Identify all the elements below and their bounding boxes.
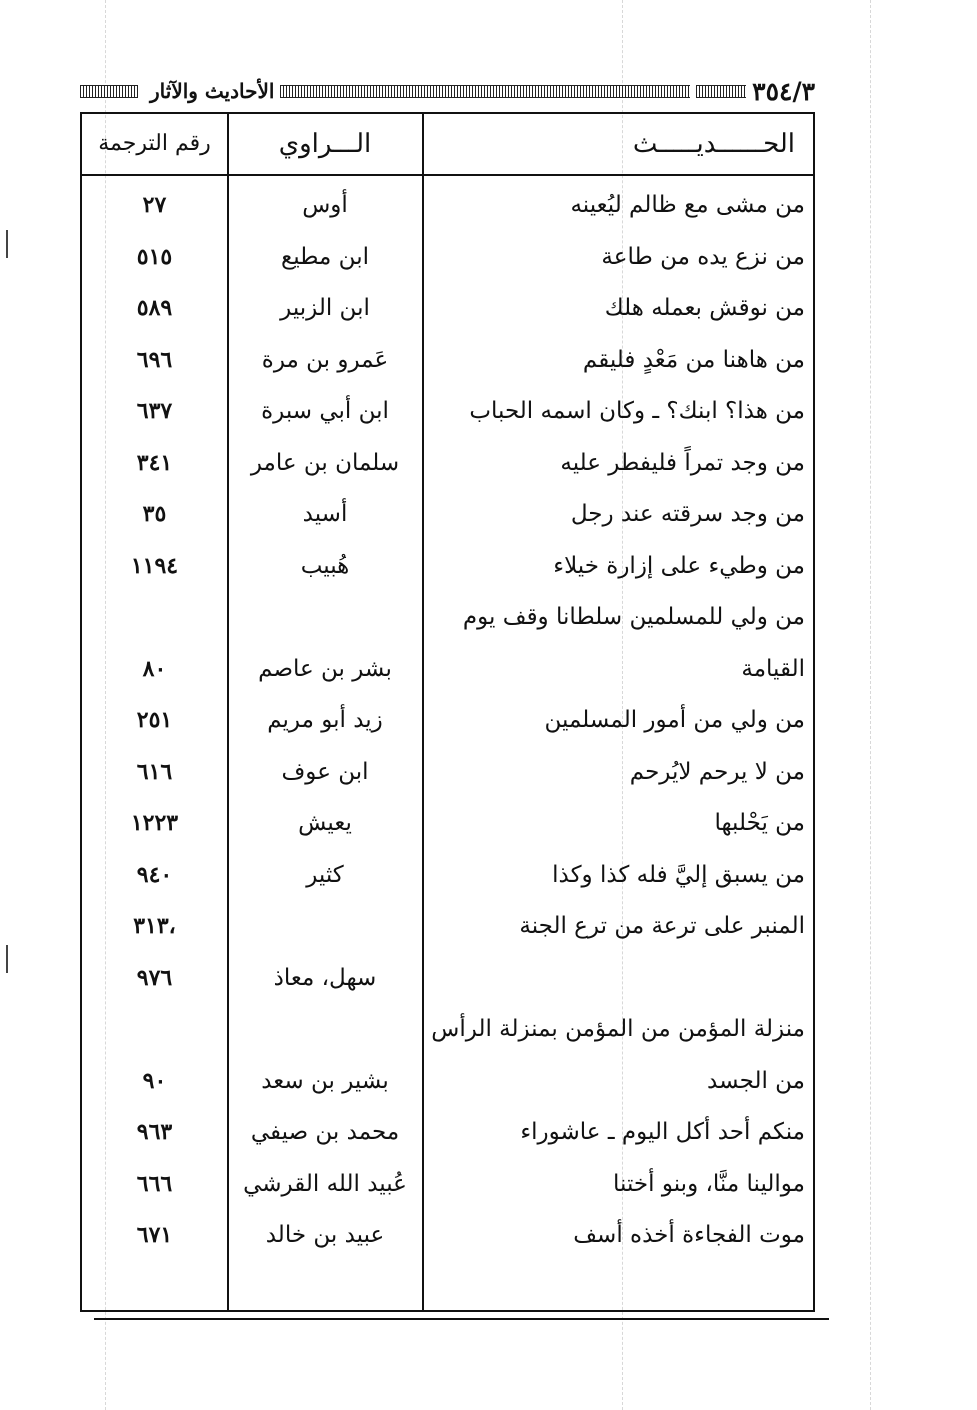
- entry-number: ٥٨٩: [136, 295, 173, 321]
- narrator-name: [228, 1004, 422, 1056]
- narrator-name: زيد أبو مريم: [267, 707, 383, 733]
- table-row: [82, 953, 813, 1005]
- footer-rule: [94, 1318, 829, 1320]
- hadith-text: من يسبق إليَّ فله كذا وكذا: [552, 861, 805, 888]
- entry-number: ٦٧١: [136, 1222, 173, 1248]
- column-header-narrator: الـــراوي: [278, 129, 372, 159]
- hadith-text: من يَحْلبها: [714, 810, 805, 836]
- table-row: [82, 850, 813, 902]
- narrator-name: يعيش: [298, 810, 352, 836]
- table-row: [82, 232, 813, 284]
- scan-fold-line: [870, 0, 871, 1410]
- narrator-name: عَمرو بن مرة: [261, 346, 389, 373]
- narrator-name: ابن أبي سبرة: [261, 398, 389, 424]
- table-body: [82, 180, 813, 1262]
- table-row: [82, 386, 813, 438]
- hadith-text: من وجد تمراً فليفطر عليه: [560, 449, 805, 476]
- hadith-text: من هذا؟ ابنك؟ ـ وكان اسمه الحباب: [469, 398, 805, 424]
- narrator-name: ابن الزبير: [280, 295, 370, 321]
- table-row: [82, 798, 813, 850]
- header-hatch-ornament: [280, 85, 690, 98]
- page-number: ٣٥٤/٣: [752, 76, 815, 106]
- entry-number: ٣٤١: [136, 449, 173, 476]
- hadith-text: [425, 953, 805, 1005]
- entry-number: ٦٦٦: [136, 1170, 173, 1197]
- hadith-text: منزلة المؤمن من المؤمن بمنزلة الرأس: [431, 1016, 805, 1042]
- hadith-text: من لا يرحم لايُرحم: [629, 758, 805, 785]
- table-row: [82, 489, 813, 541]
- entry-number: ،٣١٣: [133, 913, 176, 939]
- table-row: [82, 901, 813, 953]
- table-row: [82, 1159, 813, 1211]
- table-row: [82, 592, 813, 644]
- narrator-name: أسيد: [302, 501, 348, 527]
- table-row: [82, 438, 813, 490]
- hadith-text: منكم أحد أكل اليوم ـ عاشوراء: [520, 1119, 805, 1145]
- table-row: [82, 695, 813, 747]
- hadith-text: من الجسد: [707, 1067, 805, 1094]
- narrator-name: بشر بن عاصم: [258, 655, 392, 682]
- narrator-name: سلمان بن عامر: [250, 449, 400, 476]
- section-title: الأحاديث والآثار: [150, 79, 275, 103]
- entry-number: ٦٩٦: [136, 346, 173, 373]
- header-hatch-ornament: [696, 85, 746, 98]
- hadith-text: من نوقش بعمله هلك: [604, 295, 805, 321]
- entry-number: [82, 592, 227, 644]
- entry-number: ٩٦٣: [136, 1119, 173, 1145]
- hadith-text: من مشى مع ظالم ليُعينه: [570, 192, 805, 218]
- narrator-name: [228, 592, 422, 644]
- table-row: [82, 644, 813, 696]
- hadith-text: المنبر على ترعة من ترع الجنة: [519, 913, 805, 939]
- narrator-name: سهل، معاذ: [273, 964, 377, 991]
- hadith-text: من هاهنا من مَعْدٍ فليقم: [582, 346, 805, 373]
- hadith-text: من وطيء على إزارة خيلاء: [553, 552, 805, 579]
- narrator-name: أوس: [302, 192, 348, 218]
- narrator-name: عُبيد الله القرشي: [243, 1170, 407, 1197]
- entry-number: ٦١٦: [136, 758, 173, 785]
- table-row: [82, 747, 813, 799]
- hadith-text: من ولي للمسلمين سلطانا وقف يوم: [462, 604, 805, 630]
- column-header-hadith: الحــــــديـــــث: [632, 129, 795, 159]
- narrator-name: ابن مطيع: [281, 243, 369, 270]
- index-table: [80, 112, 815, 1312]
- narrator-name: عبيد بن خالد: [265, 1222, 385, 1248]
- table-row: [82, 180, 813, 232]
- entry-number: ٩٤٠: [136, 861, 173, 888]
- scan-edge-mark: [6, 945, 8, 973]
- table-row: [82, 1107, 813, 1159]
- table-row: [82, 541, 813, 593]
- entry-number: ٩٧٦: [136, 964, 173, 991]
- entry-number: ١١٩٤: [130, 552, 179, 579]
- table-row: [82, 283, 813, 335]
- hadith-text: موالينا منَّا، وبنو أختنا: [613, 1170, 805, 1197]
- entry-number: ٢٧: [142, 192, 167, 218]
- narrator-name: [228, 901, 422, 953]
- hadith-text: من وجد سرقته عند رجل: [570, 501, 805, 527]
- table-row: [82, 335, 813, 387]
- entry-number: ٣٥: [142, 501, 167, 527]
- hadith-text: من نزع يده من طاعة: [601, 243, 805, 270]
- entry-number: ٨٠: [142, 655, 167, 682]
- header-divider: [82, 174, 813, 176]
- entry-number: [82, 1004, 227, 1056]
- narrator-name: بشير بن سعد: [261, 1067, 389, 1094]
- scan-edge-mark: [6, 230, 8, 258]
- running-header: [80, 76, 815, 106]
- entry-number: ١٢٢٣: [130, 810, 179, 836]
- table-row: [82, 1056, 813, 1108]
- narrator-name: كثير: [306, 861, 344, 888]
- narrator-name: هُبيب: [300, 552, 350, 579]
- entry-number: ٩٠: [142, 1067, 167, 1094]
- column-header-number: رقم الترجمة: [98, 131, 211, 156]
- table-row: [82, 1210, 813, 1262]
- narrator-name: محمد بن صيفي: [250, 1119, 400, 1145]
- entry-number: ٥١٥: [136, 243, 173, 270]
- hadith-text: القيامة: [741, 655, 805, 682]
- entry-number: ٢٥١: [136, 707, 173, 733]
- hadith-text: موت الفجاءة أخذه أسف: [573, 1222, 805, 1248]
- hadith-text: من ولي من أمور المسلمين: [544, 707, 805, 733]
- table-row: [82, 1004, 813, 1056]
- narrator-name: ابن عوف: [281, 758, 369, 785]
- entry-number: ٦٣٧: [136, 398, 173, 424]
- header-hatch-ornament: [80, 85, 138, 98]
